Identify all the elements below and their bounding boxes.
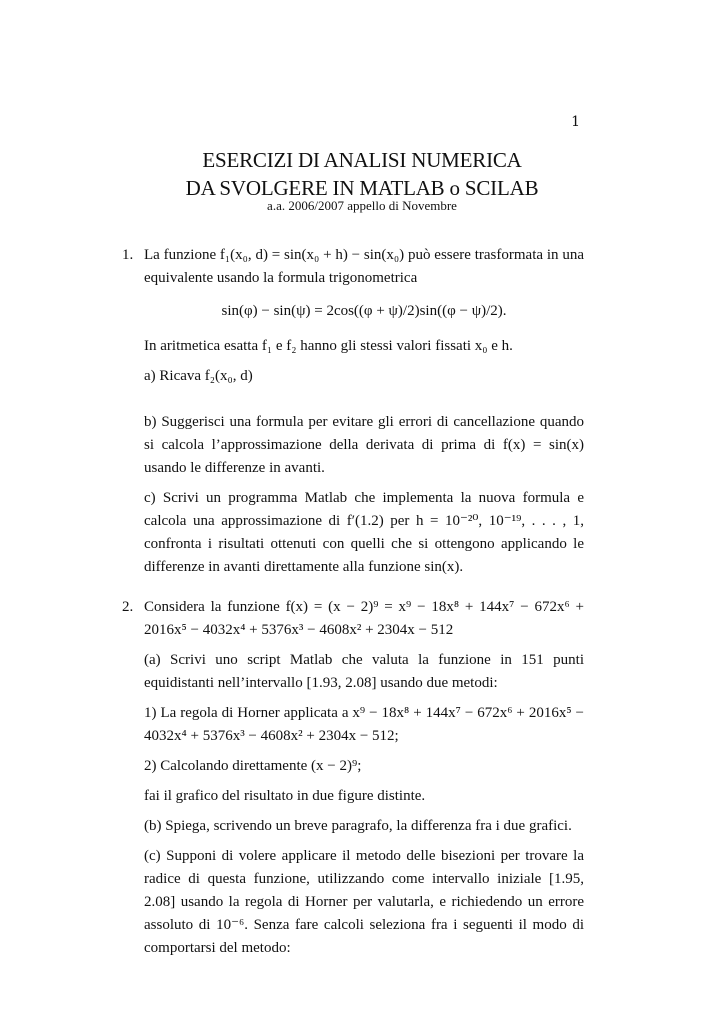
exercise-paragraph: c) Scrivi un programma Matlab che implementa la nuova formula e calcola una approssimazione di f′(1.2) per h = 10⁻²⁰, 10⁻¹⁹, . . . , 1, confronta i risultati ottenuti con quelli che si ottengono applicando le differenze in avanti direttamente alla funzione sin(x).: [144, 490, 584, 575]
exercise-paragraph: Considera la funzione f(x) = (x − 2)⁹ = x⁹ − 18x⁸ + 144x⁷ − 672x⁶ + 2016x⁵ − 4032x⁴ + 5376x³ − 4608x² + 2304x − 512: [144, 599, 584, 638]
document-subtitle: a.a. 2006/2007 appello di Novembre: [267, 198, 457, 213]
exercise-paragraph: La funzione f₁(x₀, d) = sin(x₀ + h) − sin(x₀) può essere trasformata in una equivalente usando la formula trigonometrica: [144, 247, 584, 286]
document-title: [0, 146, 724, 202]
exercise-paragraph: 1) La regola di Horner applicata a x⁹ − 18x⁸ + 144x⁷ − 672x⁶ + 2016x⁵ − 4032x⁴ + 5376x³ − 4608x² + 2304x − 512;: [144, 705, 584, 744]
exercise-list: [122, 244, 584, 967]
exercise-number: 1.: [122, 247, 134, 263]
exercise-formula: sin(φ) − sin(ψ) = 2cos((φ + ψ)/2)sin((φ − ψ)/2).: [221, 303, 507, 319]
exercise-paragraph: fai il grafico del risultato in due figure distinte.: [144, 788, 426, 804]
exercise-paragraph: (c) Supponi di volere applicare il metodo delle bisezioni per trovare la radice di questa funzione, utilizzando come intervallo iniziale [1.95, 2.08] usando la regola di Horner per valutarla, e richiedendo un errore assoluto di 10⁻⁶. Senza fare calcoli seleziona fra i seguenti il modo di comportarsi del metodo:: [144, 848, 584, 956]
exercise-number: 2.: [122, 599, 134, 615]
exercise-paragraph: 2) Calcolando direttamente (x − 2)⁹;: [144, 758, 362, 774]
exercise-paragraph: b) Suggerisci una formula per evitare gli errori di cancellazione quando si calcola l’approssimazione della derivata di prima di f(x) = sin(x) usando le differenze in avanti.: [144, 414, 584, 476]
exercise-paragraph: a) Ricava f₂(x₀, d): [144, 368, 253, 384]
exercise-paragraph: (a) Scrivi uno script Matlab che valuta la funzione in 151 punti equidistanti nell’intervallo [1.93, 2.08] usando due metodi:: [144, 652, 584, 691]
exercise-paragraph: In aritmetica esatta f₁ e f₂ hanno gli stessi valori fissati x₀ e h.: [144, 338, 513, 354]
title-line-2: DA SVOLGERE IN MATLAB o SCILAB: [185, 176, 539, 200]
exercise-1: [122, 244, 584, 579]
exercise-paragraph: (b) Spiega, scrivendo un breve paragrafo, la differenza fra i due grafici.: [144, 818, 572, 834]
title-line-1: ESERCIZI DI ANALISI NUMERICA: [202, 148, 522, 172]
exercise-2: [122, 596, 584, 960]
page-number: 1: [571, 114, 580, 130]
